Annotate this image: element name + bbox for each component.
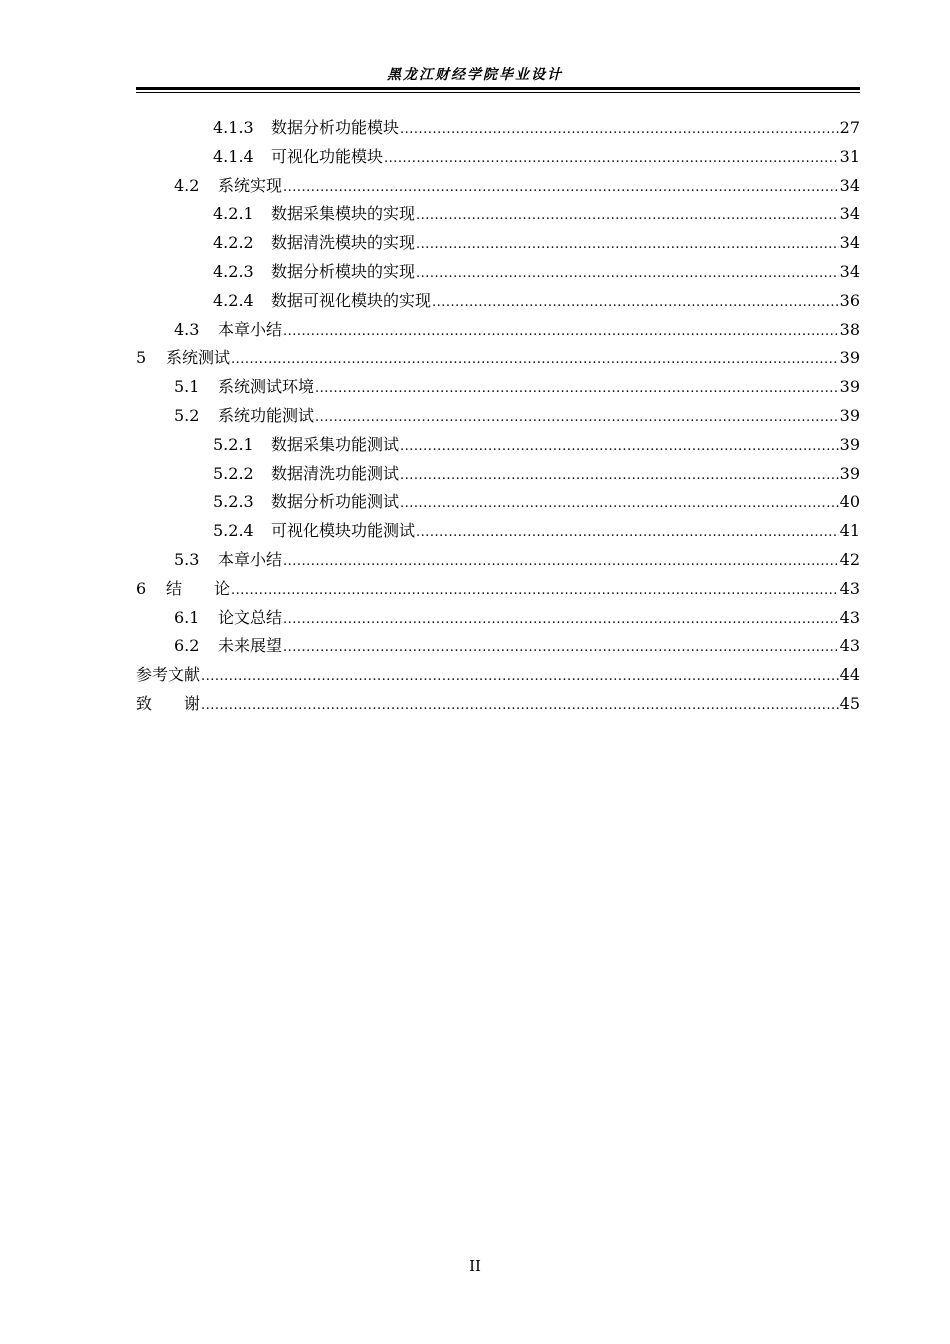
toc-entry-page: 36	[839, 290, 860, 310]
toc-entry-title: 论文总结	[218, 607, 283, 627]
toc-entry-title: 数据采集功能测试	[271, 434, 400, 454]
toc-entry[interactable]	[136, 604, 860, 633]
toc-entry-number: 4.2.3	[213, 261, 254, 281]
toc-entry[interactable]	[136, 402, 860, 431]
toc-entry-number: 5.2.1	[213, 434, 254, 454]
header-rule-thick	[136, 87, 860, 90]
toc-entry-title: 未来展望	[218, 636, 283, 656]
toc-entry[interactable]	[136, 373, 860, 402]
toc-entry-page: 39	[839, 377, 860, 397]
toc-leader-dots	[432, 289, 839, 318]
toc-entry[interactable]	[136, 316, 860, 345]
toc-entry[interactable]	[136, 229, 860, 258]
toc-entry[interactable]	[136, 344, 860, 373]
toc-leader-dots	[201, 663, 839, 692]
toc-entry-page: 43	[839, 578, 860, 598]
toc-entry-number: 4.3	[174, 319, 200, 339]
toc-entry[interactable]	[136, 114, 860, 143]
toc-entry-title: 可视化功能模块	[271, 146, 384, 166]
toc-entry-number: 5.2.4	[213, 521, 254, 541]
toc-leader-dots	[416, 519, 839, 548]
toc-leader-dots	[400, 490, 839, 519]
toc-entry-title: 数据分析功能模块	[271, 118, 400, 137]
toc-entry[interactable]	[136, 258, 860, 287]
header-rule-thin	[136, 92, 860, 93]
toc-entry-title: 本章小结	[218, 319, 283, 339]
toc-entry[interactable]	[136, 632, 860, 661]
toc-entry-title: 系统功能测试	[218, 405, 315, 425]
toc-entry-number: 6	[136, 578, 147, 598]
toc-entry[interactable]	[136, 460, 860, 489]
toc-entry-title: 致 谢	[136, 693, 201, 713]
toc-entry-page: 41	[839, 521, 860, 541]
toc-entry-number: 5	[136, 348, 147, 368]
toc-entry-number: 4.1.3	[213, 118, 254, 137]
toc-entry-page: 34	[839, 175, 860, 195]
toc-entry-number: 5.3	[174, 549, 200, 569]
toc-entry-page: 38	[839, 319, 860, 339]
toc-leader-dots	[283, 548, 839, 577]
toc-entry-page: 34	[839, 233, 860, 253]
toc-entry-number: 4.1.4	[213, 146, 254, 166]
toc-entry-page: 34	[839, 261, 860, 281]
toc-entry[interactable]	[136, 172, 860, 201]
toc-entry-title: 可视化模块功能测试	[271, 521, 416, 541]
toc-entry-number: 4.2	[174, 175, 200, 195]
toc-entry-page: 34	[839, 204, 860, 224]
toc-entry-page: 43	[839, 636, 860, 656]
toc-leader-dots	[416, 260, 839, 289]
toc-entry-title: 本章小结	[218, 549, 283, 569]
toc-entry-title: 数据清洗模块的实现	[271, 233, 416, 253]
toc-leader-dots	[283, 634, 839, 663]
toc-leader-dots	[315, 404, 839, 433]
toc-entry-title: 参考文献	[136, 665, 201, 685]
toc-leader-dots	[283, 174, 839, 203]
toc-leader-dots	[400, 116, 839, 145]
toc-entry[interactable]	[136, 517, 860, 546]
toc-entry[interactable]	[136, 431, 860, 460]
toc-entry-number: 5.2.3	[213, 492, 254, 512]
toc-entry-number: 4.2.2	[213, 233, 254, 253]
toc-entry-title: 结 论	[166, 578, 231, 598]
toc-leader-dots	[400, 462, 839, 491]
toc-leader-dots	[416, 231, 839, 260]
toc-entry-title: 系统测试	[166, 348, 231, 368]
toc-entry-number: 5.2.2	[213, 463, 254, 483]
toc-entry-number: 5.1	[174, 377, 200, 397]
toc-entry-page: 40	[839, 492, 860, 512]
toc-leader-dots	[400, 433, 839, 462]
toc-entry[interactable]	[136, 287, 860, 316]
toc-entry-page: 45	[839, 693, 860, 713]
toc-entry[interactable]	[136, 143, 860, 172]
toc-entry-title: 系统测试环境	[218, 377, 315, 397]
toc-entry-page: 31	[839, 146, 860, 166]
toc-entry-page: 39	[839, 405, 860, 425]
toc-entry-title: 系统实现	[218, 175, 283, 195]
toc-entry[interactable]	[136, 488, 860, 517]
toc-entry-number: 6.2	[174, 636, 200, 656]
toc-leader-dots	[416, 202, 839, 231]
toc-entry-page: 27	[839, 118, 860, 137]
toc-entry-number: 4.2.1	[213, 204, 254, 224]
toc-entry-title: 数据可视化模块的实现	[271, 290, 432, 310]
toc-entry-title: 数据分析模块的实现	[271, 261, 416, 281]
toc-entry-number: 4.2.4	[213, 290, 254, 310]
table-of-contents	[136, 114, 860, 719]
toc-leader-dots	[283, 318, 839, 347]
toc-entry[interactable]	[136, 575, 860, 604]
toc-entry-page: 39	[839, 463, 860, 483]
toc-leader-dots	[384, 145, 839, 174]
toc-entry[interactable]	[136, 200, 860, 229]
toc-entry-title: 数据分析功能测试	[271, 492, 400, 512]
toc-entry-number: 6.1	[174, 607, 200, 627]
toc-entry-title: 数据采集模块的实现	[271, 204, 416, 224]
toc-leader-dots	[315, 375, 839, 404]
page-number: II	[469, 1257, 481, 1275]
toc-entry-number: 5.2	[174, 405, 200, 425]
toc-leader-dots	[231, 577, 839, 606]
toc-leader-dots	[231, 346, 839, 375]
toc-entry[interactable]	[136, 690, 860, 719]
toc-entry-page: 39	[839, 348, 860, 368]
toc-entry-page: 39	[839, 434, 860, 454]
toc-entry-page: 43	[839, 607, 860, 627]
toc-entry[interactable]	[136, 546, 860, 575]
toc-entry[interactable]	[136, 661, 860, 690]
running-header-title: 黑龙江财经学院毕业设计	[387, 67, 563, 83]
toc-entry-page: 44	[839, 665, 860, 685]
toc-entry-page: 42	[839, 549, 860, 569]
toc-leader-dots	[283, 606, 839, 635]
toc-leader-dots	[201, 692, 839, 721]
toc-entry-title: 数据清洗功能测试	[271, 463, 400, 483]
